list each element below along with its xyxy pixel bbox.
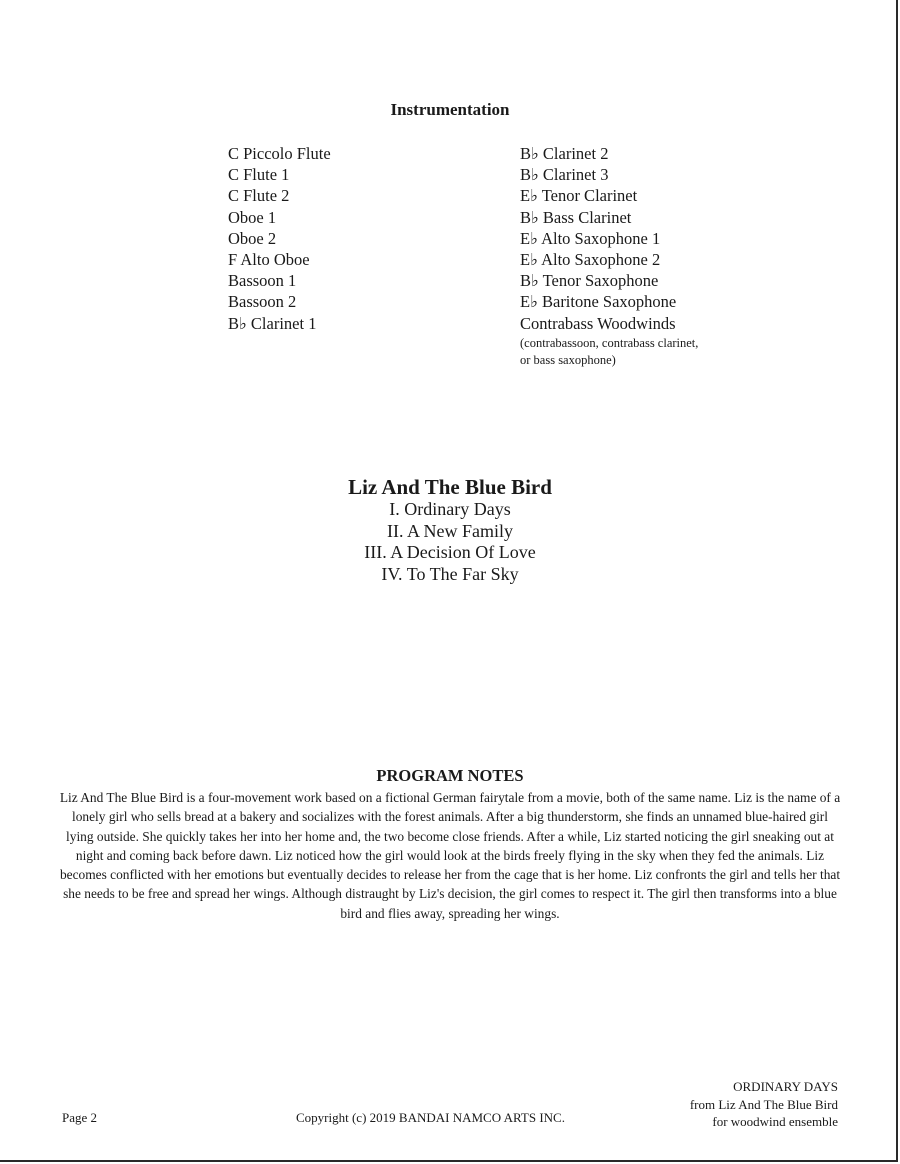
instrument-item: Oboe 1: [228, 207, 277, 227]
instrument-item: C Flute 2: [228, 186, 290, 206]
instrument-item: E♭ Alto Saxophone 1: [520, 228, 661, 248]
footer-ensemble: for woodwind ensemble: [712, 1114, 838, 1129]
instrument-item: C Piccolo Flute: [228, 144, 331, 163]
contrabass-note: [520, 335, 698, 369]
instrument-item: Contrabass Woodwinds: [520, 313, 676, 333]
instrument-item: Oboe 2: [228, 228, 277, 248]
instrument-item: B♭ Clarinet 2: [520, 144, 609, 163]
contrabass-note-line: or bass saxophone): [520, 352, 616, 367]
footer-source: from Liz And The Blue Bird: [689, 1096, 838, 1112]
work-title-block: [0, 475, 900, 585]
instrument-list-right: [520, 143, 698, 369]
page-number: Page 2: [62, 1110, 98, 1125]
movement-item: II. A New Family: [387, 520, 513, 541]
instrument-item: Bassoon 1: [228, 271, 297, 291]
instrument-item: F Alto Oboe: [228, 250, 310, 270]
movement-item: I. Ordinary Days: [389, 499, 511, 519]
instrument-item: B♭ Clarinet 1: [228, 313, 317, 333]
movement-item: IV. To The Far Sky: [381, 563, 519, 584]
instrument-item: B♭ Tenor Saxophone: [520, 271, 659, 291]
contrabass-note-line: (contrabassoon, contrabass clarinet,: [520, 335, 699, 350]
instrumentation-heading: Instrumentation: [390, 100, 510, 119]
footer-piece-title: ORDINARY DAYS: [733, 1079, 838, 1094]
instrument-item: B♭ Bass Clarinet: [520, 207, 632, 227]
instrument-item: E♭ Baritone Saxophone: [520, 292, 677, 312]
footer-work-info: [690, 1078, 838, 1131]
instrument-item: C Flute 1: [228, 165, 290, 185]
instrument-list-left: [228, 143, 331, 334]
program-notes-body: Liz And The Blue Bird is a four-movement work based on a fictional German fairytale from a movie, both of the same name. Liz is the name of a lonely girl who sells bread at a bakery and socializes with the forest animals. After a big thunderstorm, she finds an unnamed blue-haired girl lying outside. She quickly takes her into her home and, the two become close friends. After a while, Liz started noticing the girl sneaking out at night and coming back before dawn. Liz noticed how the girl would look at the birds freely flying in the sky when they fed the animals. Liz becomes conflicted with her emotions but eventually decides to release her from the cage that is her home. Liz confronts the girl and tells her that she needs to be free and spread her wings. Although distraught by Liz's decision, the girl comes to respect it. The girl then transforms into a blue bird and flies away, spreading her wings.: [59, 790, 841, 921]
program-notes-heading: PROGRAM NOTES: [376, 766, 524, 785]
copyright-notice: Copyright (c) 2019 BANDAI NAMCO ARTS INC.: [296, 1110, 565, 1125]
instrument-item: E♭ Tenor Clarinet: [520, 186, 638, 206]
instrument-item: E♭ Alto Saxophone 2: [520, 250, 661, 270]
instrument-item: Bassoon 2: [228, 292, 297, 312]
instrument-item: B♭ Clarinet 3: [520, 165, 609, 185]
movement-item: III. A Decision Of Love: [364, 542, 536, 562]
work-title: Liz And The Blue Bird: [348, 475, 552, 499]
